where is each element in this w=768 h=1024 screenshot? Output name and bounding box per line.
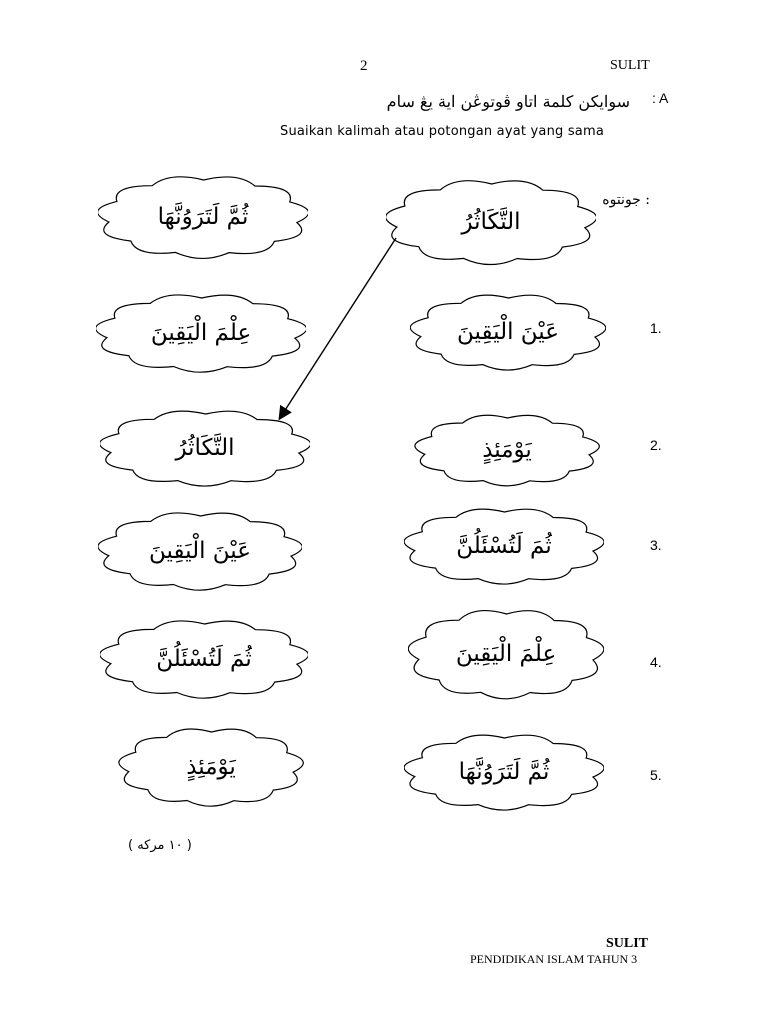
question-number-4: 4.: [650, 654, 662, 670]
section-letter: : A: [652, 90, 669, 106]
classification-top: SULIT: [610, 58, 650, 73]
question-word-4: عِلْمَ الْيَقِينَ: [455, 641, 557, 667]
footer-subject: PENDIDIKAN ISLAM TAHUN 3: [470, 952, 638, 966]
left-word-1: ثُمَّ لَتَرَوُنَّهَا: [157, 204, 249, 230]
example-label: : جونتوه: [602, 192, 650, 208]
page-number: 2: [360, 58, 368, 74]
marks-label: ( ١٠ مرکه ): [128, 838, 192, 853]
question-word-3: ثُمَ لَتُسْئَلُنَّ: [456, 533, 552, 559]
classification-bottom: SULIT: [606, 936, 649, 951]
question-number-3: 3.: [650, 537, 662, 553]
left-word-3: التَّكَاثُرُ: [175, 435, 235, 461]
question-word-5: ثُمَّ لَتَرَوُنَّهَا: [458, 759, 550, 785]
left-word-5: ثُمَ لَتُسْئَلُنَّ: [156, 646, 252, 672]
question-number-1: 1.: [650, 320, 662, 336]
question-word-2: يَوْمَئِذٍ: [482, 437, 532, 463]
left-word-6: يَوْمَئِذٍ: [186, 754, 236, 780]
example-word: التَّكَاثُرُ: [461, 209, 521, 235]
question-number-5: 5.: [650, 767, 662, 783]
question-number-2: 2.: [650, 437, 662, 453]
instruction-rumi: Suaikan kalimah atau potongan ayat yang sama: [280, 124, 604, 139]
instruction-jawi: سوايکن کلمة اتاو ڤوتوڠن اية يڠ سام: [386, 92, 630, 111]
left-word-4: عَيْنَ الْيَقِينَ: [149, 538, 251, 564]
left-word-2: عِلْمَ الْيَقِينَ: [150, 320, 252, 346]
question-word-1: عَيْنَ الْيَقِينَ: [457, 319, 559, 345]
